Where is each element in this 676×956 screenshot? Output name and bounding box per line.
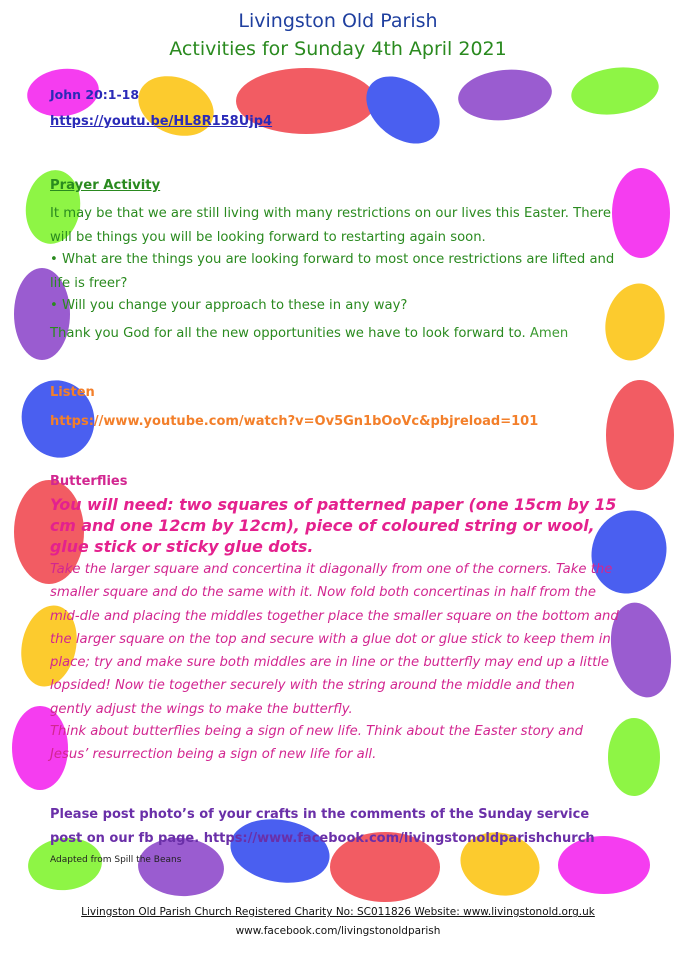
listen-video-link[interactable]: https://www.youtube.com/watch?v=Ov5Gn1bOoVc&pbjreload=101 xyxy=(50,414,539,429)
jellybean-decoration xyxy=(612,168,670,258)
post-photos-request: Please post photo’s of your crafts in the comments of the Sunday service post on our fb page. https://www.facebook.com/livingstonoldparishchurch xyxy=(50,807,595,846)
prayer-closing-text: Thank you God for all the new opportunities we have to look forward to. xyxy=(50,326,526,341)
footer-charity-line: Livingston Old Parish Church Registered Charity No: SC011826 Website: www.livingstonold.org.uk xyxy=(81,906,595,918)
jellybean-decoration xyxy=(353,63,452,158)
jellybean-decoration xyxy=(129,65,222,146)
prayer-question-1: • What are the things you are looking forward to most once restrictions are lifted and life is freer? xyxy=(50,252,615,291)
source-credit: Adapted from Spill the Beans xyxy=(50,855,182,865)
listen-heading: Listen xyxy=(50,385,95,400)
prayer-closing xyxy=(50,322,620,346)
reading-video-link[interactable]: https://youtu.be/HL8R158Ujp4 xyxy=(50,114,273,129)
prayer-question-2: • Will you change your approach to these in any way? xyxy=(50,298,408,313)
page-subtitle: Activities for Sunday 4th April 2021 xyxy=(169,38,507,60)
amen-word: Amen xyxy=(529,326,569,341)
prayer-intro: It may be that we are still living with many restrictions on our lives this Easter. There will be things you will be looking forward to restarting again soon. xyxy=(50,206,611,245)
prayer-heading: Prayer Activity xyxy=(50,178,161,193)
butterflies-heading: Butterflies xyxy=(50,474,128,489)
page-title: Livingston Old Parish xyxy=(238,10,438,32)
craft-reflection: Think about butterflies being a sign of new life. Think about the Easter story and Jesus’ resurrection being a sign of new life for all. xyxy=(50,724,583,763)
materials-needed: You will need: two squares of patterned paper (one 15cm by 15 cm and one 12cm by 12cm), piece of coloured string or wool, glue stick or sticky glue dots. xyxy=(50,495,617,556)
bible-reference: John 20:1-18 xyxy=(50,87,140,102)
craft-instructions: Take the larger square and concertina it diagonally from one of the corners. Take the smaller square and do the same with it. Now fold both concertinas in half from the mid-dle and placing the middles together place the smaller square on the bottom and the larger square on the top and secure with a glue dot or glue stick to keep them in place; try and make sure both middles are in line or the butterfly may end up a little lopsided! Now tie together securely with the string around the middle and then gently adjust the wings to make the butterfly. xyxy=(50,562,619,717)
footer-facebook-line: www.facebook.com/livingstonoldparish xyxy=(235,925,441,937)
